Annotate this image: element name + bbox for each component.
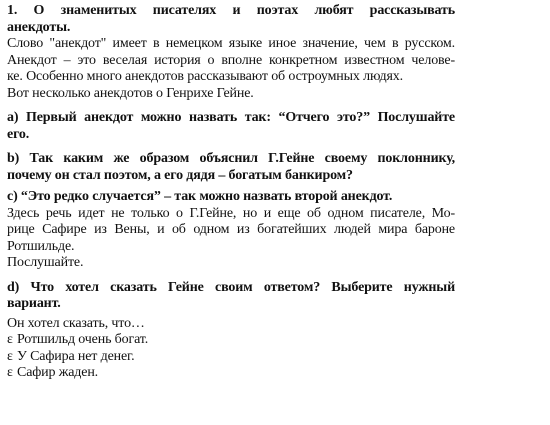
task-c-body-line-4: Послушайте.	[7, 255, 84, 270]
option-checkbox-icon[interactable]: ε	[7, 348, 13, 364]
option-text: Сафир жаден.	[17, 365, 99, 380]
answer-options	[7, 332, 455, 382]
answer-option[interactable]	[7, 349, 455, 366]
task-1-body-line-3: ке. Особенно много анекдотов рассказывают об остроумных людях.	[7, 69, 404, 84]
task-c-heading	[7, 189, 455, 206]
option-checkbox-icon[interactable]: ε	[7, 365, 13, 380]
task-1-body-line-2: Анекдот – это веселая история о вполне конкретном известном челове-	[7, 52, 455, 68]
task-d-lead: Он хотел сказать, что…	[7, 315, 145, 331]
task-a-line-2: его.	[7, 126, 30, 142]
task-c-body	[7, 206, 455, 272]
task-1-body-line-4: Вот несколько анекдотов о Генрихе Гейне.	[7, 85, 254, 101]
answer-option[interactable]	[7, 365, 455, 382]
task-1-body	[7, 36, 455, 102]
task-1-heading-line-1: 1. О знаменитых писателях и поэтах любят рассказывать	[7, 3, 455, 18]
task-1-heading	[7, 3, 455, 36]
task-b-line-1: b) Так каким же образом объяснил Г.Гейне своему поклоннику,	[7, 151, 455, 166]
task-c-heading-line: c) “Это редко случается” – так можно назвать второй анекдот.	[7, 189, 393, 204]
task-c-body-line-1: Здесь речь идет не только о Г.Гейне, но и еще об одном писателе, Мо-	[7, 205, 455, 221]
task-1-body-line-1: Слово "анекдот" имеет в немецком языке иное значение, чем в русском.	[7, 36, 455, 51]
task-a-heading	[7, 110, 455, 143]
option-text: Ротшильд очень богат.	[17, 332, 149, 347]
task-d-line-1: d) Что хотел сказать Гейне своим ответом? Выберите нужный	[7, 279, 455, 295]
task-b-heading	[7, 151, 455, 184]
task-d-heading	[7, 280, 455, 313]
task-a-line-1: a) Первый анекдот можно назвать так: “Отчего это?” Послушайте	[7, 110, 455, 125]
answer-option[interactable]	[7, 332, 455, 349]
task-c-body-line-3: Ротшильде.	[7, 238, 75, 254]
option-checkbox-icon[interactable]: ε	[7, 332, 13, 347]
option-text: У Сафира нет денег.	[17, 348, 135, 364]
task-c-body-line-2: рице Сафире из Вены, и об одном из богатейших людей мира бароне	[7, 222, 455, 237]
task-1-heading-line-2: анекдоты.	[7, 19, 71, 35]
worksheet-page	[7, 0, 455, 382]
task-d-body	[7, 316, 455, 382]
task-d-line-2: вариант.	[7, 296, 61, 311]
task-b-line-2: почему он стал поэтом, а его дядя – богатым банкиром?	[7, 167, 353, 183]
